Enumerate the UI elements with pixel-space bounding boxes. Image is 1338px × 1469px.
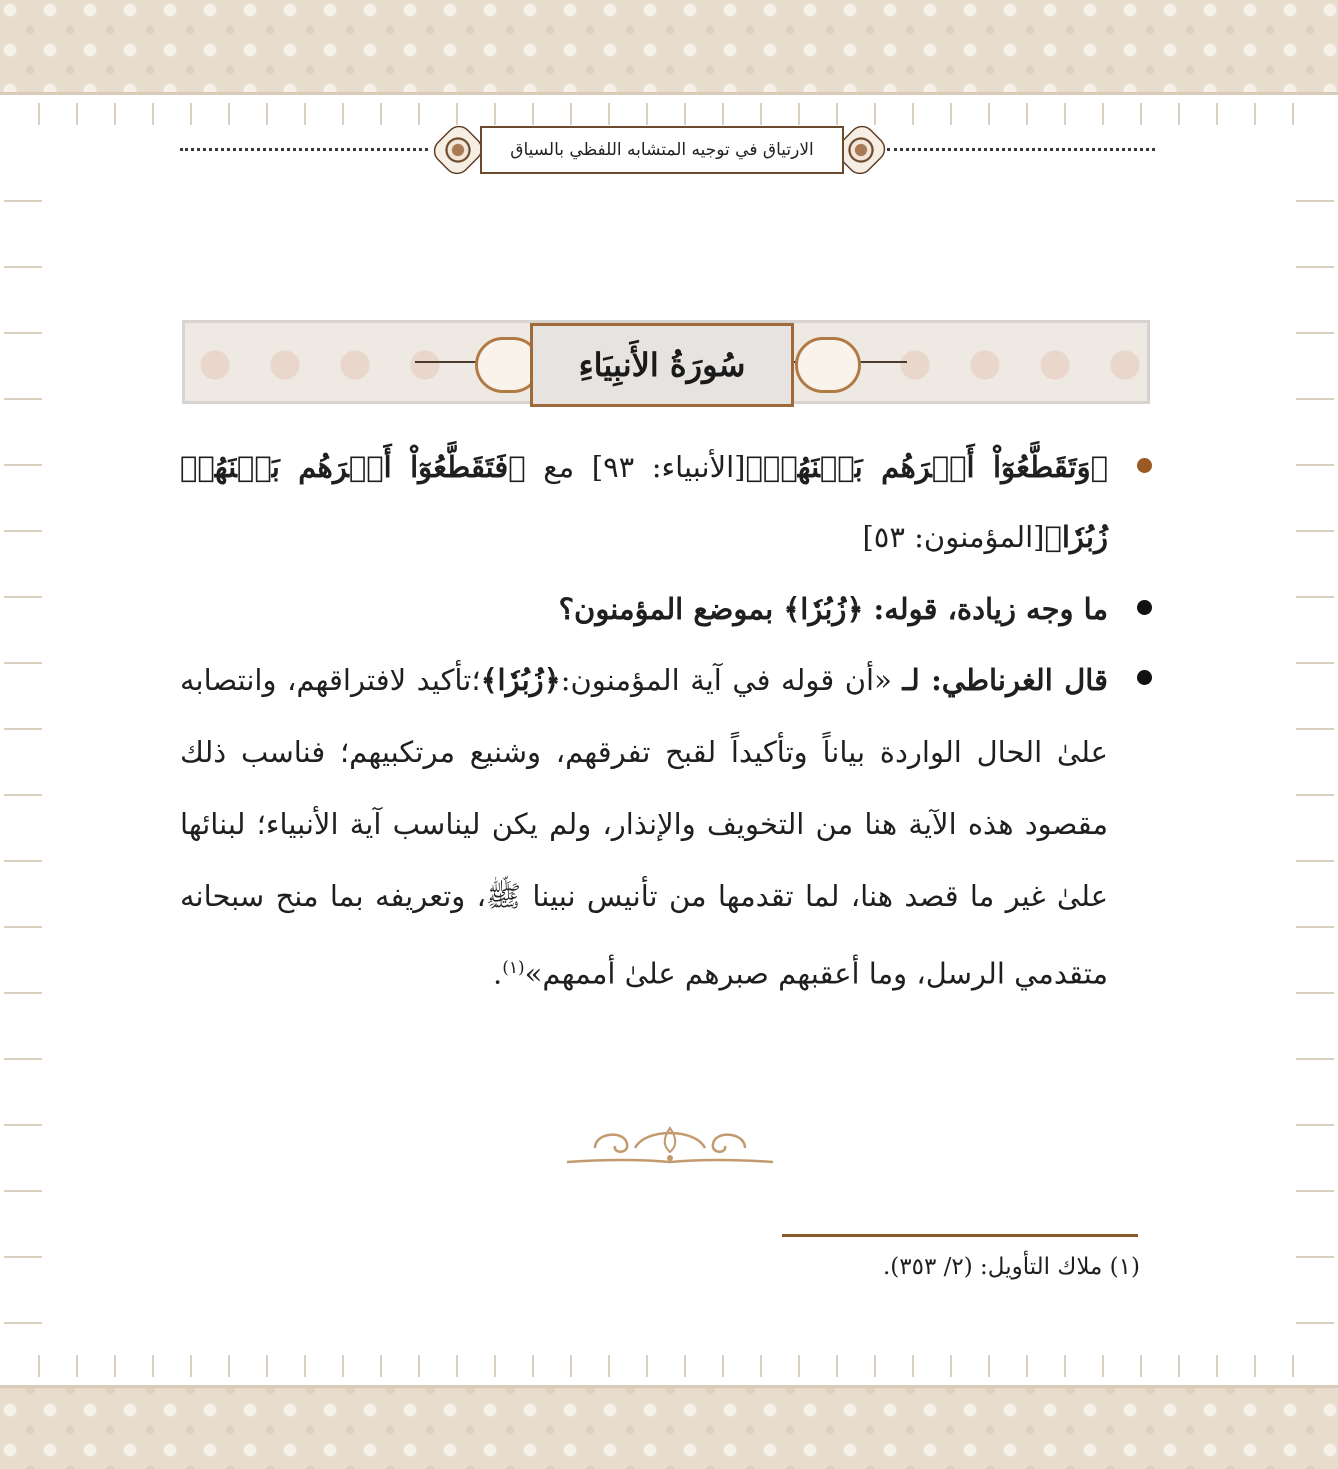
bullet-icon bbox=[1137, 458, 1152, 473]
footnote-separator bbox=[782, 1234, 1138, 1237]
banner-cap-ornament-right bbox=[795, 337, 861, 393]
bullet-icon bbox=[1137, 670, 1152, 685]
header-dotted-rule-right bbox=[887, 148, 1155, 151]
verse-word: ﴿زُبُرٗا﴾ bbox=[783, 592, 864, 626]
main-text bbox=[180, 432, 1160, 1010]
verse-reference: [المؤمنون: ٥٣] bbox=[862, 520, 1045, 554]
surah-title: سُورَةُ الأَنبِيَاءِ bbox=[530, 323, 794, 407]
running-header bbox=[180, 120, 1155, 178]
verse-muminun: ﴿فَتَقَطَّعُوٓاْ أَمۡرَهُم بَيۡنَهُمۡ زُبُرٗا﴾ bbox=[180, 450, 1108, 554]
list-item bbox=[180, 432, 1160, 572]
verse-anbiya: ﴿وَتَقَطَّعُوٓاْ أَمۡرَهُم بَيۡنَهُمۡ﴾ bbox=[745, 450, 1109, 484]
verse-word: ﴿زُبُرٗا﴾ bbox=[480, 663, 561, 697]
answer-lead: قال الغرناطي: لـ bbox=[902, 663, 1109, 697]
footnote: (١) ملاك التأويل: (٢/ ٣٥٣). bbox=[882, 1254, 1140, 1280]
list-item bbox=[180, 574, 1160, 644]
bottom-ornament-row bbox=[20, 1355, 1318, 1377]
quote-body: ؛تأكيد لافتراقهم، وانتصابه علىٰ الحال الواردة بياناً وتأكيداً لقبح تفرقهم، وشنيع مرتكبيهم؛ فناسب ذلك مقصود هذه الآية هنا من التخويف والإنذار، ولم يكن ليناسب آية الأنبياء؛ لبنائها علىٰ غير ما قصد هنا، لما تقدمها من تأنيس نبينا ﷺ، وتعريفه بما منح سبحانه متقدمي الرسل، وما أعقبهم صبرهم علىٰ أممهم» bbox=[180, 663, 1108, 991]
running-header-title: الارتياق في توجيه المتشابه اللفظي بالسياق bbox=[480, 126, 844, 174]
header-dotted-rule-left bbox=[180, 148, 428, 151]
question-text-end: بموضع المؤمنون؟ bbox=[558, 592, 774, 626]
right-ornament-column bbox=[1296, 145, 1334, 1335]
footnote-marker[interactable]: (١) bbox=[502, 958, 525, 978]
quote-start: «أن قوله في آية المؤمنون: bbox=[560, 663, 892, 697]
left-ornament-column bbox=[4, 145, 42, 1335]
bullet-icon bbox=[1137, 600, 1152, 615]
question-text: ما وجه زيادة، قوله: bbox=[873, 592, 1108, 626]
list-item bbox=[180, 644, 1160, 1010]
connector-word: مع bbox=[543, 450, 575, 484]
header-knot-ornament-left bbox=[428, 120, 487, 179]
verse-reference: [الأنبياء: ٩٣] bbox=[591, 450, 746, 484]
end-period: . bbox=[493, 956, 503, 991]
surah-banner bbox=[182, 320, 1150, 404]
divider-ornament bbox=[565, 1118, 775, 1168]
